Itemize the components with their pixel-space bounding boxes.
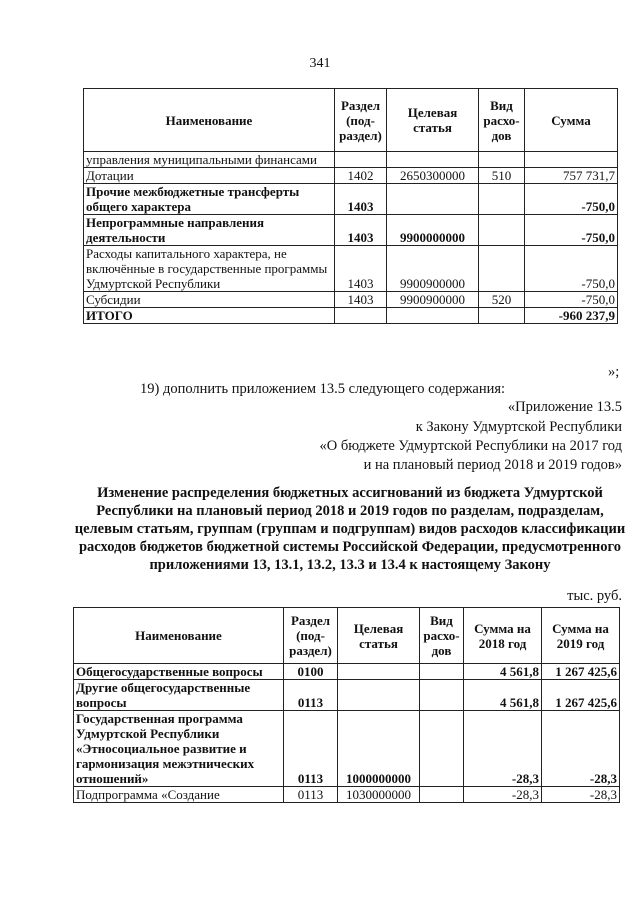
header-sum-2019: Сумма на 2019 год [542,608,620,664]
page-number: 341 [309,56,331,71]
table-row [74,787,620,803]
header-type: Вид расхо-дов [420,608,464,664]
cell-sum2019: 1 267 425,6 [542,680,620,711]
cell-type [479,184,525,215]
cell-sum: -750,0 [525,184,618,215]
cell-type: 520 [479,292,525,308]
table-row [84,184,618,215]
cell-article [387,152,479,168]
header-name: Наименование [84,89,335,152]
table-row [84,215,618,246]
cell-article: 9900900000 [387,246,479,292]
cell-section [335,152,387,168]
cell-name: Прочие межбюджетные трансферты общего характера [84,184,335,215]
table-2 [73,607,620,803]
cell-type [420,787,464,803]
cell-sum: -960 237,9 [525,308,618,324]
cell-name: Другие общегосударственные вопросы [74,680,284,711]
cell-section: 1403 [335,184,387,215]
table-row [74,680,620,711]
cell-section: 1403 [335,246,387,292]
cell-sum: -750,0 [525,215,618,246]
cell-type [420,664,464,680]
cell-article: 2650300000 [387,168,479,184]
table-row [84,308,618,324]
cell-section: 0100 [284,664,338,680]
table-row [74,664,620,680]
header-sum: Сумма [525,89,618,152]
cell-sum2018: 4 561,8 [464,664,542,680]
header-type: Вид расхо-дов [479,89,525,152]
cell-sum: -750,0 [525,292,618,308]
cell-article: 9900900000 [387,292,479,308]
table-row [84,168,618,184]
cell-section: 0113 [284,680,338,711]
cell-article: 9900000000 [387,215,479,246]
cell-sum2019: 1 267 425,6 [542,664,620,680]
item-19: 19) дополнить приложением 13.5 следующего содержания: [140,381,506,397]
cell-sum [525,152,618,168]
cell-name: Подпрограмма «Создание [74,787,284,803]
cell-sum2018: 4 561,8 [464,680,542,711]
appendix-line-1: «Приложение 13.5 [507,399,622,415]
cell-name: Расходы капитального характера, не включённые в государственные программы Удмуртской Республики [84,246,335,292]
cell-article: 1000000000 [338,711,420,787]
closing-quote: »; [608,364,620,380]
cell-type [479,152,525,168]
cell-type: 510 [479,168,525,184]
table-row [84,246,618,292]
cell-article [387,184,479,215]
cell-type [479,215,525,246]
header-section: Раздел (под-раздел) [284,608,338,664]
cell-section: 1403 [335,215,387,246]
cell-name: Государственная программа Удмуртской Республики «Этносоциальное развитие и гармонизация межэтнических отношений» [74,711,284,787]
cell-type [479,246,525,292]
cell-article [338,680,420,711]
appendix-line-2: к Закону Удмуртской Республики [415,419,622,435]
cell-type [420,680,464,711]
cell-name: ИТОГО [84,308,335,324]
cell-sum2018: -28,3 [464,711,542,787]
cell-name: управления муниципальными финансами [84,152,335,168]
cell-name: Общегосударственные вопросы [74,664,284,680]
cell-section: 1402 [335,168,387,184]
cell-article: 1030000000 [338,787,420,803]
header-sum-2018: Сумма на 2018 год [464,608,542,664]
units-label: тыс. руб. [567,588,622,604]
table-row [74,711,620,787]
document-title: Изменение распределения бюджетных ассигнований из бюджета Удмуртской Республики на плановый период 2018 и 2019 годов по разделам, подразделам, целевым статьям, группам (группам и подгруппам) видов расходов классификации расходов бюджетов бюджетной системы Российской Федерации, предусмотренного приложениями 13, 13.1, 13.2, 13.3 и 13.4 к настоящему Закону [74,485,626,573]
cell-name: Субсидии [84,292,335,308]
cell-sum: -750,0 [525,246,618,292]
cell-section: 0113 [284,711,338,787]
table-row [84,152,618,168]
header-article: Целевая статья [338,608,420,664]
cell-section: 0113 [284,787,338,803]
table-2-body [74,664,620,803]
cell-sum2018: -28,3 [464,787,542,803]
header-section: Раздел (под-раздел) [335,89,387,152]
cell-type [420,711,464,787]
cell-article [387,308,479,324]
appendix-line-3: «О бюджете Удмуртской Республики на 2017 год [319,438,622,454]
cell-sum2019: -28,3 [542,711,620,787]
table-row [84,292,618,308]
table-1-body [84,152,618,324]
header-name: Наименование [74,608,284,664]
cell-name: Непрограммные направления деятельности [84,215,335,246]
cell-article [338,664,420,680]
cell-name: Дотации [84,168,335,184]
cell-sum: 757 731,7 [525,168,618,184]
cell-section: 1403 [335,292,387,308]
header-article: Целевая статья [387,89,479,152]
cell-type [479,308,525,324]
appendix-line-4: и на плановый период 2018 и 2019 годов» [363,457,622,473]
cell-section [335,308,387,324]
cell-sum2019: -28,3 [542,787,620,803]
table-1 [83,88,618,324]
